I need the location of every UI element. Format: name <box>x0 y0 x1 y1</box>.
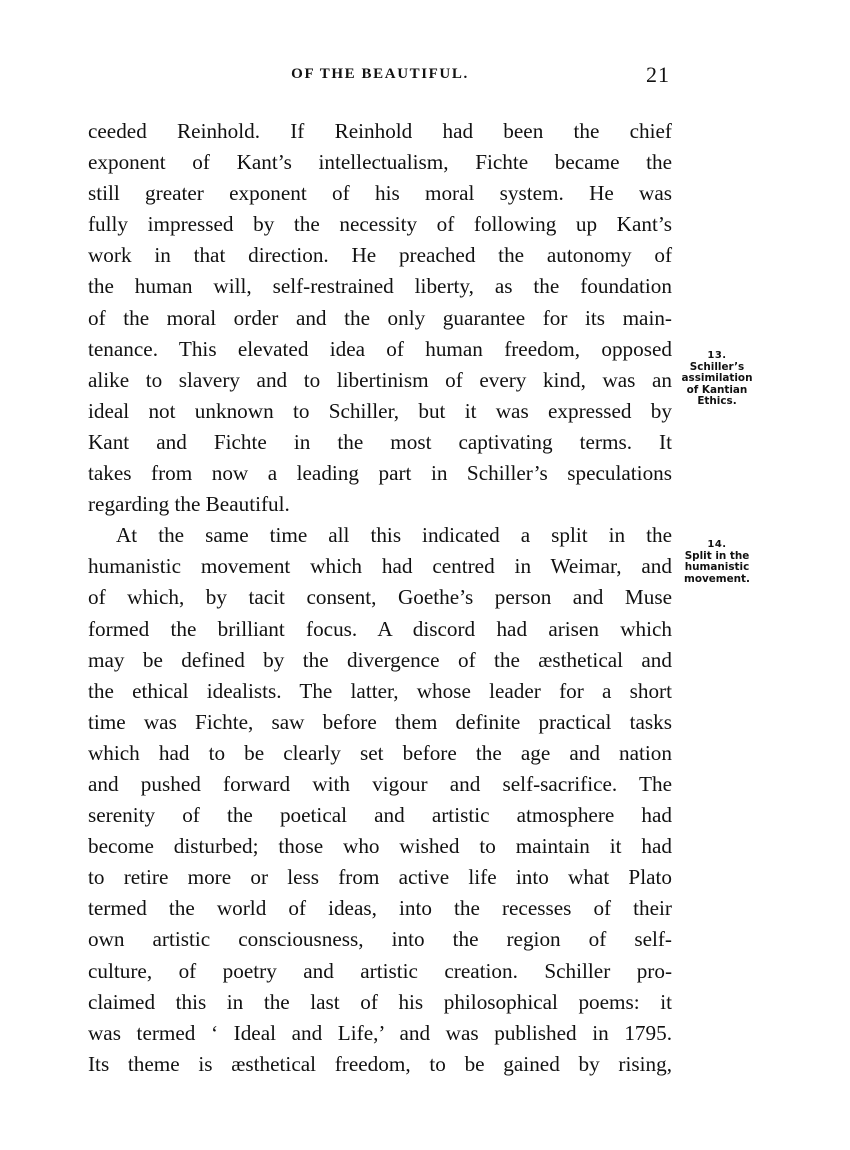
sidenote-13 <box>672 350 762 408</box>
text-line: of which, by tacit consent, Goethe’s person and Muse <box>88 585 672 610</box>
text-line: to retire more or less from active life into what Plato <box>88 865 672 890</box>
sidenote-number: 14. <box>707 539 727 550</box>
sidenote-line: Split in the <box>684 549 750 562</box>
sidenote-line: of Kantian <box>686 383 748 396</box>
running-head <box>88 62 672 92</box>
text-line: become disturbed; those who wished to maintain it had <box>88 834 672 859</box>
text-line: formed the brilliant focus. A discord had arisen which <box>88 616 672 641</box>
text-line: still greater exponent of his moral system. He was <box>88 181 672 206</box>
text-line: Kant and Fichte in the most captivating terms. It <box>88 429 672 454</box>
text-line: At the same time all this indicated a split in the <box>116 523 672 548</box>
text-line: humanistic movement which had centred in Weimar, and <box>88 554 672 579</box>
text-line: serenity of the poetical and artistic atmosphere had <box>88 803 672 828</box>
text-line: may be defined by the divergence of the æsthetical and <box>88 647 672 672</box>
text-line: takes from now a leading part in Schiller’s speculations <box>88 461 672 486</box>
text-line: time was Fichte, saw before them definite practical tasks <box>88 709 672 734</box>
running-title: OF THE BEAUTIFUL. <box>291 66 469 82</box>
sidenote-14 <box>672 539 762 585</box>
text-line: alike to slavery and to libertinism of every kind, was an <box>88 367 672 392</box>
sidenote-line: humanistic <box>684 561 750 574</box>
sidenote-line: assimilation <box>681 372 753 385</box>
text-line: ideal not unknown to Schiller, but it was expressed by <box>88 398 672 423</box>
text-line: exponent of Kant’s intellectualism, Fichte became the <box>88 150 672 175</box>
sidenote-number: 13. <box>707 350 727 361</box>
text-line: culture, of poetry and artistic creation. Schiller pro- <box>88 958 672 983</box>
text-line: of the moral order and the only guarantee for its main- <box>88 305 672 330</box>
body-text <box>88 116 672 1080</box>
text-line: own artistic consciousness, into the region of self- <box>88 927 672 952</box>
text-line: Its theme is æsthetical freedom, to be gained by rising, <box>88 1051 672 1076</box>
sidenote-line: Ethics. <box>697 395 737 408</box>
text-line: and pushed forward with vigour and self-sacrifice. The <box>88 771 672 796</box>
sidenote-line: Schiller’s <box>689 360 745 373</box>
text-line: ceeded Reinhold. If Reinhold had been the chief <box>88 119 672 143</box>
text-line: termed the world of ideas, into the recesses of their <box>88 896 672 921</box>
text-line: fully impressed by the necessity of following up Kant’s <box>88 212 672 237</box>
text-line: the ethical idealists. The latter, whose leader for a short <box>88 678 672 703</box>
text-line: tenance. This elevated idea of human freedom, opposed <box>88 336 672 361</box>
text-line: the human will, self-restrained liberty, as the foundation <box>88 274 672 299</box>
text-line: which had to be clearly set before the age and nation <box>88 740 672 765</box>
page-number: 21 <box>646 62 670 87</box>
text-line: regarding the Beautiful. <box>88 492 290 517</box>
text-line: work in that direction. He preached the autonomy of <box>88 243 672 268</box>
text-line: claimed this in the last of his philosophical poems: it <box>88 989 672 1014</box>
text-line: was termed ‘ Ideal and Life,’ and was published in 1795. <box>88 1020 672 1045</box>
sidenote-line: movement. <box>684 572 750 585</box>
